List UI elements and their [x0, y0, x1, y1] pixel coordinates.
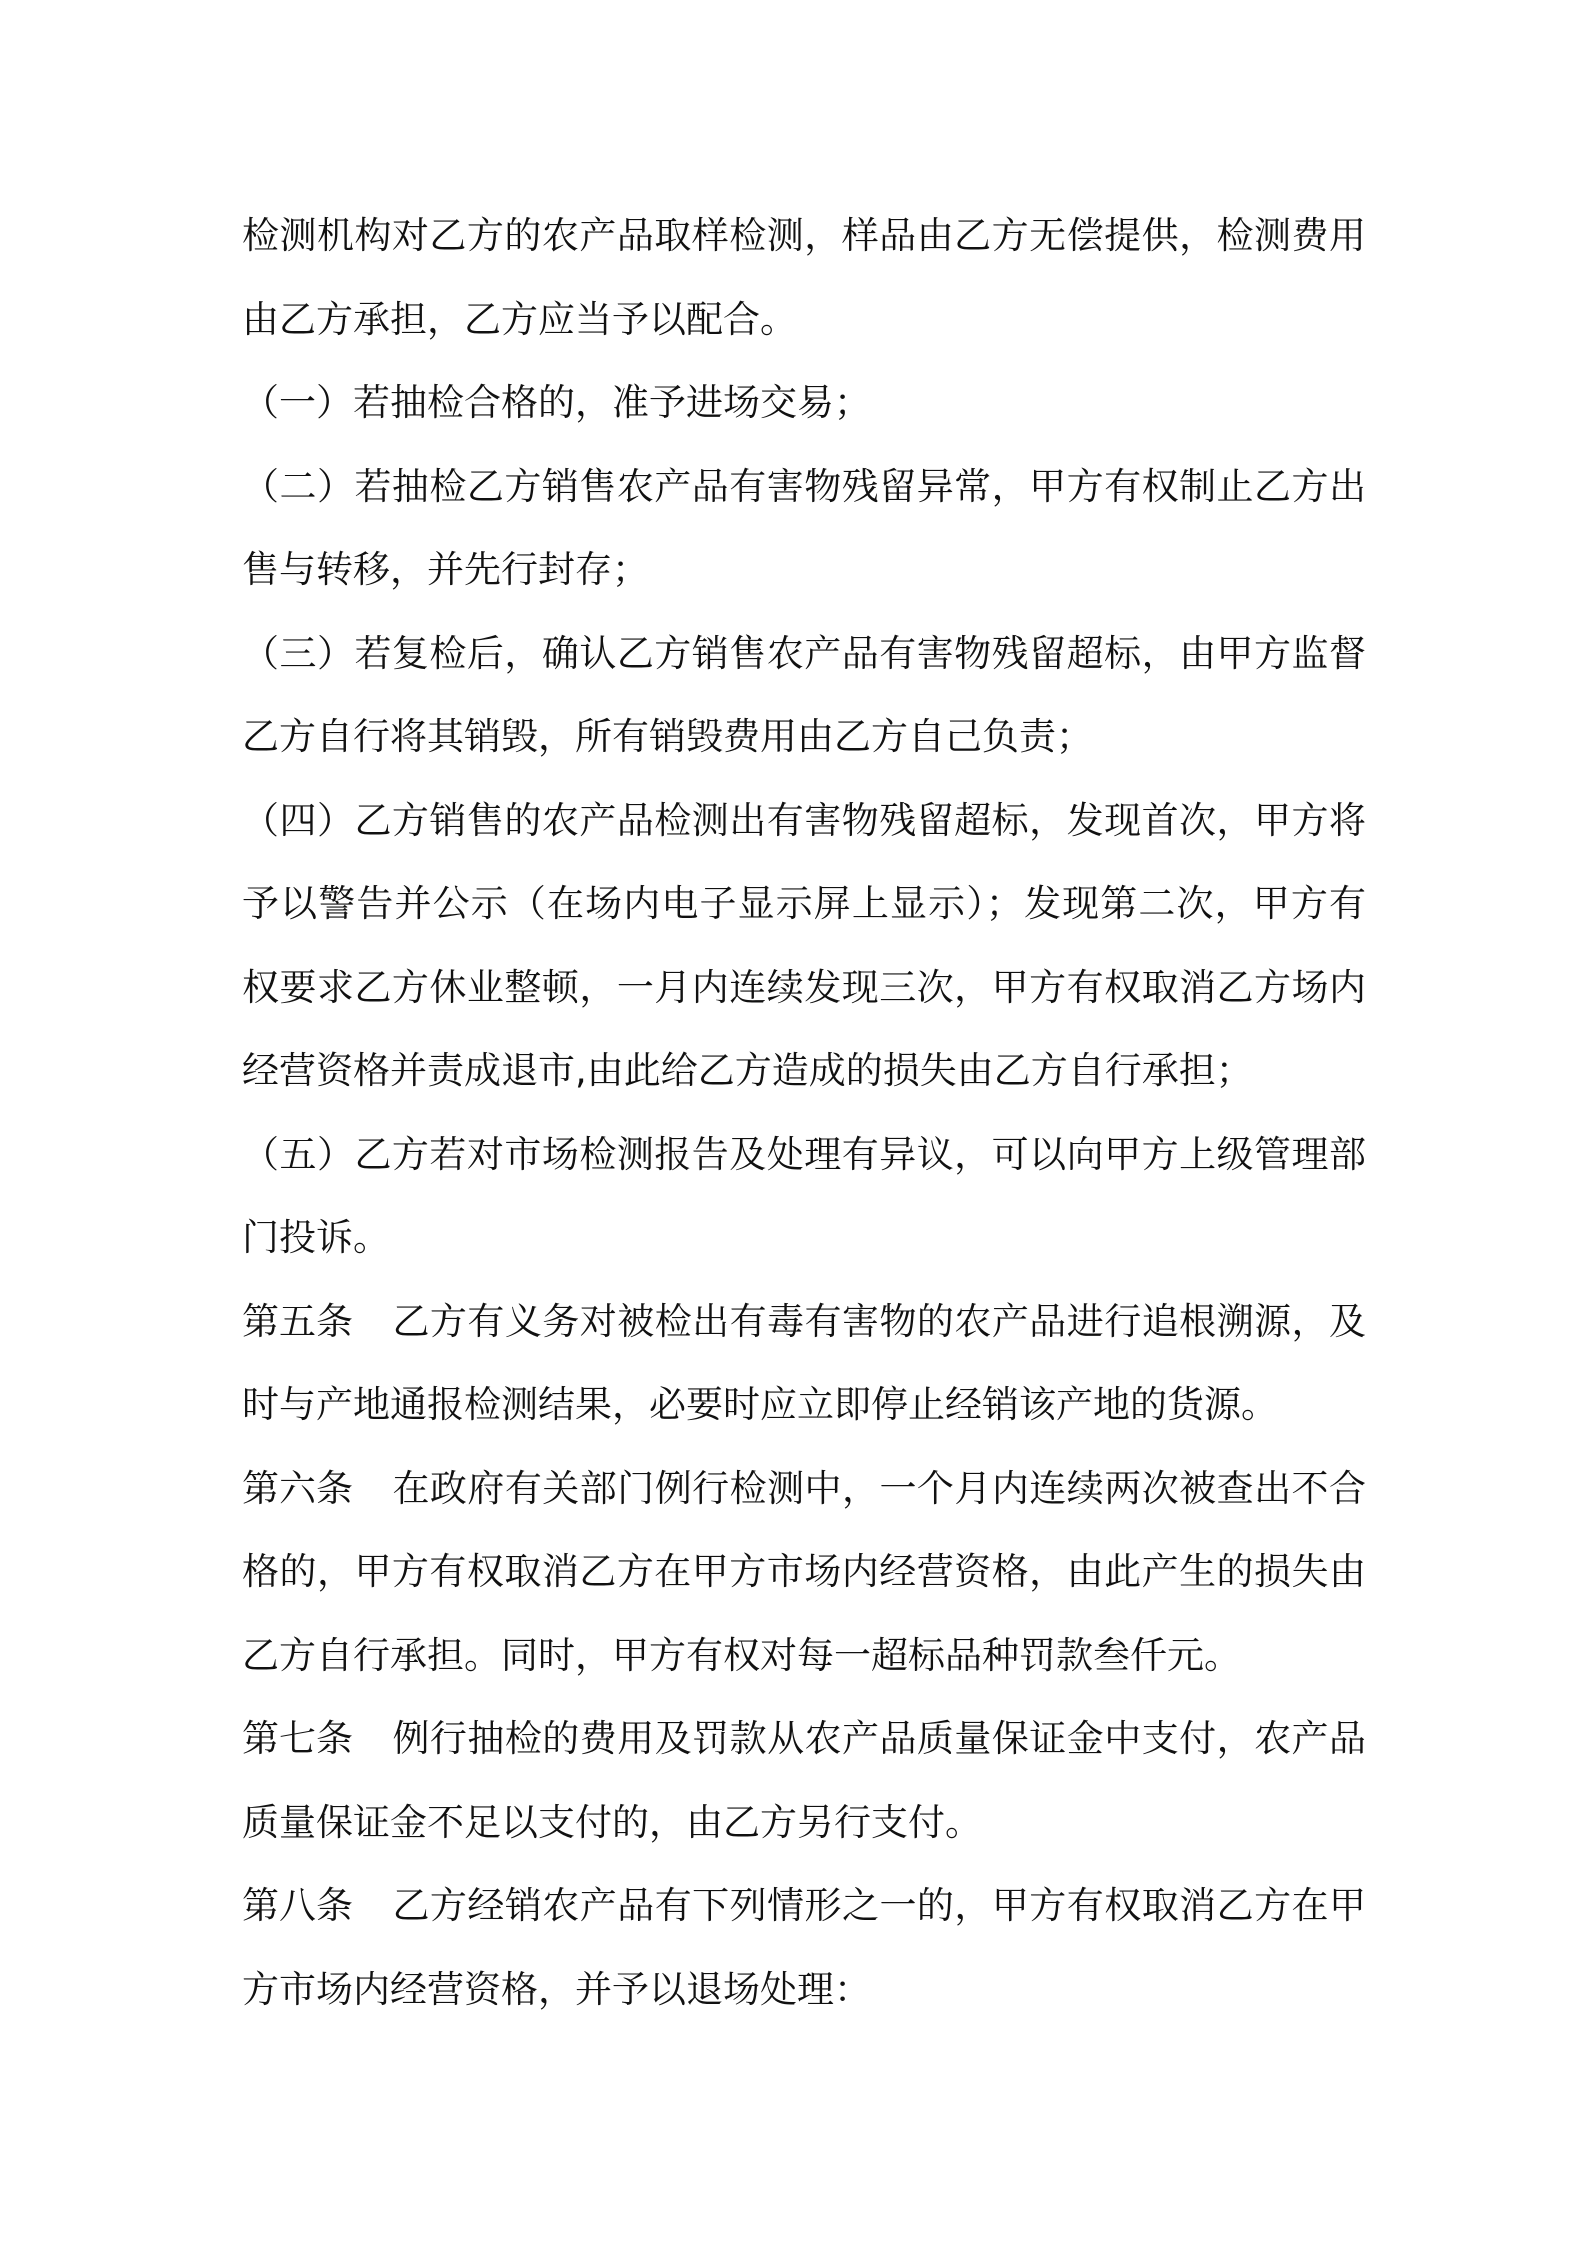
article-text: 乙方有义务对被检出有毒有害物的农产品进行追根溯源，及时与产地通报检测结果，必要时应立即停止经销该产地的货源。 — [242, 1299, 1366, 1426]
article-number: 第八条 — [242, 1884, 353, 1927]
list-item-3: （三）若复检后，确认乙方销售农产品有害物残留超标，由甲方监督乙方自行将其销毁，所有销毁费用由乙方自己负责； — [242, 631, 1366, 758]
paragraph-intro: 检测机构对乙方的农产品取样检测，样品由乙方无偿提供，检测费用由乙方承担，乙方应当予以配合。 — [242, 214, 1366, 341]
article-6 — [242, 1447, 1366, 1698]
list-item-5: （五）乙方若对市场检测报告及处理有异议，可以向甲方上级管理部门投诉。 — [242, 1132, 1366, 1259]
article-number: 第七条 — [242, 1717, 353, 1760]
list-item-1: （一）若抽检合格的，准予进场交易； — [242, 381, 871, 424]
article-8 — [242, 1864, 1366, 2031]
article-7 — [242, 1697, 1366, 1864]
document-body — [242, 194, 1366, 2031]
article-text: 乙方经销农产品有下列情形之一的，甲方有权取消乙方在甲方市场内经营资格，并予以退场处理： — [242, 1884, 1366, 2011]
article-5 — [242, 1280, 1366, 1447]
list-item-2: （二）若抽检乙方销售农产品有害物残留异常，甲方有权制止乙方出售与转移，并先行封存； — [242, 464, 1366, 591]
list-item-4: （四）乙方销售的农产品检测出有害物残留超标，发现首次，甲方将予以警告并公示（在场内电子显示屏上显示）；发现第二次，甲方有权要求乙方休业整顿，一月内连续发现三次，甲方有权取消乙方场内经营资格并责成退市,由此给乙方造成的损失由乙方自行承担； — [242, 798, 1366, 1092]
article-text: 例行抽检的费用及罚款从农产品质量保证金中支付，农产品质量保证金不足以支付的，由乙方另行支付。 — [242, 1717, 1366, 1844]
article-text: 在政府有关部门例行检测中，一个月内连续两次被查出不合格的，甲方有权取消乙方在甲方市场内经营资格，由此产生的损失由乙方自行承担。同时，甲方有权对每一超标品种罚款叁仟元。 — [242, 1466, 1366, 1677]
article-number: 第六条 — [242, 1466, 353, 1510]
article-number: 第五条 — [242, 1299, 353, 1343]
